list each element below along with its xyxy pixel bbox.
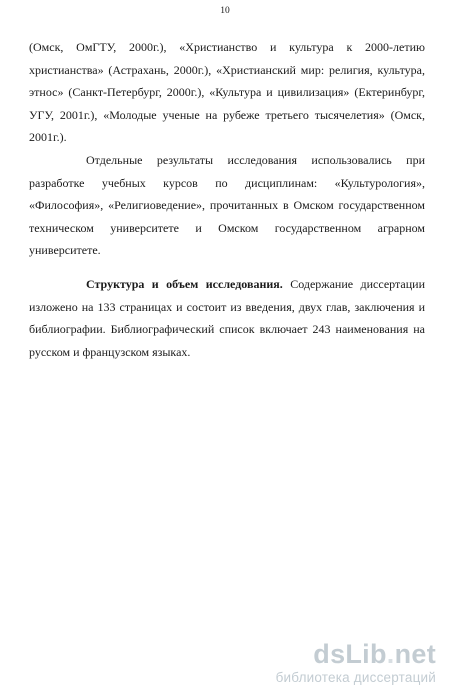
watermark-tagline: библиотека диссертаций xyxy=(275,670,436,685)
page-number: 10 xyxy=(220,6,230,16)
site-watermark xyxy=(276,640,436,686)
watermark-logo: dsLib.net xyxy=(313,639,436,669)
paragraph-course-usage: Отдельные результаты исследования использовались при разработке учебных курсов по дисциплинам: «Культурология», «Философия», «Религиоведение», прочитанных в Омском государственном техническом университете и Омском государственном аграрном университете. xyxy=(29,152,425,258)
section-text: Содержание диссертации изложено на 133 страницах и состоит из введения, двух глав, заключения и библиографии. Библиографический список включает 243 наименования на русском и французском языках. xyxy=(29,276,425,359)
paragraph-conference-list: (Омск, ОмГТУ, 2000г.), «Христианство и культура к 2000-летию христианства» (Астрахань, 2000г.), «Христианский мир: религия, культура, этнос» (Санкт-Петербург, 2000г.), «Культура и цивилизация» (Ектеринбург, УГУ, 2001г.), «Молодые ученые на рубеже третьего тысячелетия» (Омск, 2001г.). xyxy=(29,40,425,145)
section-heading: Структура и объем исследования. xyxy=(86,276,283,291)
paragraph-structure xyxy=(29,273,425,363)
document-body xyxy=(29,36,425,363)
